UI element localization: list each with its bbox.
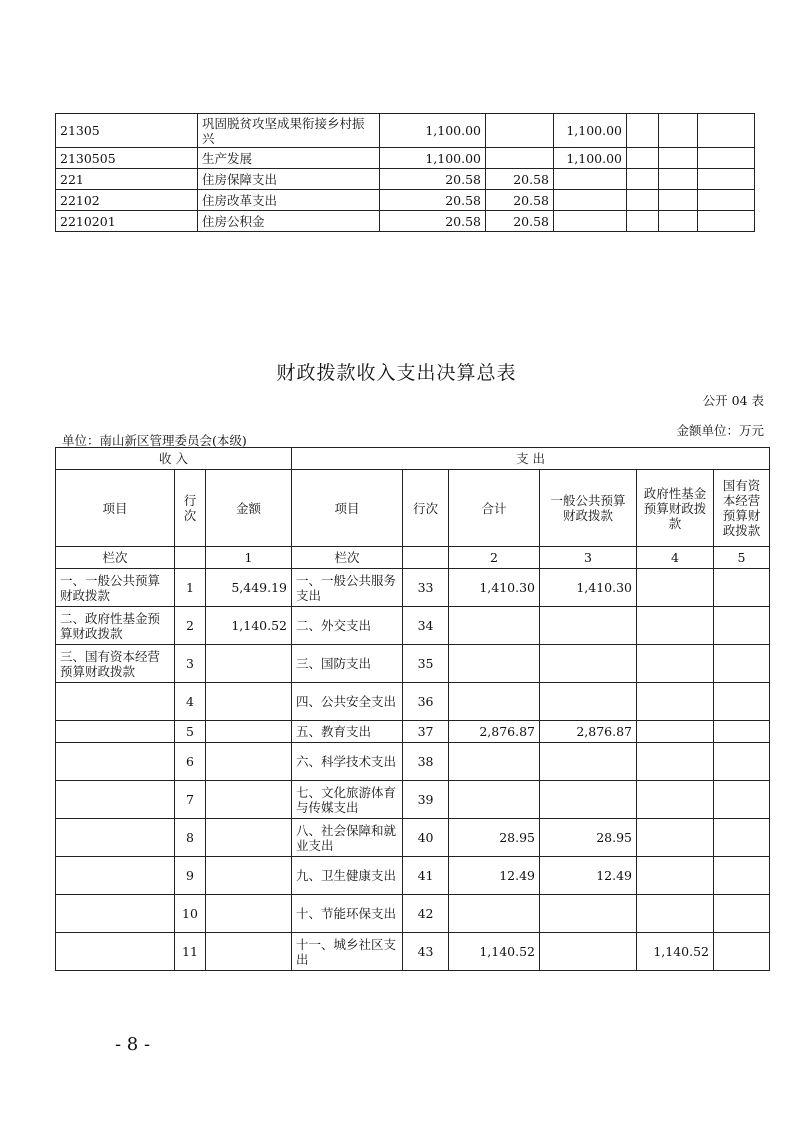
table-row [56, 114, 755, 148]
income-row-no-cell: 3 [175, 645, 206, 683]
income-row-no-cell: 6 [175, 743, 206, 781]
state-capital-cell [714, 683, 770, 721]
table-row [56, 169, 755, 190]
category-name-cell: 住房改革支出 [198, 190, 380, 211]
income-amount-header: 金额 [206, 470, 292, 547]
table-row [56, 895, 770, 933]
income-amount-cell: 5,449.19 [206, 569, 292, 607]
table-row [56, 721, 770, 743]
category-code-cell: 221 [56, 169, 198, 190]
continuation-table [55, 113, 755, 232]
blank-cell [659, 211, 698, 232]
state-capital-cell [714, 721, 770, 743]
income-amount-cell [206, 895, 292, 933]
general-budget-cell [540, 645, 637, 683]
table-row [56, 190, 755, 211]
gov-fund-cell [637, 607, 714, 645]
blank-cell [659, 114, 698, 148]
state-capital-cell [714, 857, 770, 895]
gov-fund-cell [637, 819, 714, 857]
total-cell: 1,410.30 [449, 569, 540, 607]
category-name-cell: 住房保障支出 [198, 169, 380, 190]
expense-row-no-cell: 34 [403, 607, 449, 645]
income-amount-cell [206, 743, 292, 781]
gov-fund-cell [637, 721, 714, 743]
expense-item-cell: 一、一般公共服务支出 [292, 569, 403, 607]
expense-item-cell: 二、外交支出 [292, 607, 403, 645]
table-row [56, 819, 770, 857]
income-item-cell: 一、一般公共预算财政拨款 [56, 569, 175, 607]
total-cell: 2,876.87 [449, 721, 540, 743]
table-row [56, 148, 755, 169]
category-code-cell: 21305 [56, 114, 198, 148]
income-item-cell [56, 933, 175, 971]
total-cell [449, 683, 540, 721]
state-capital-cell [714, 781, 770, 819]
amount-cell [486, 148, 554, 169]
income-row-no-header: 行次 [175, 470, 206, 547]
general-budget-cell [540, 895, 637, 933]
section-header-row [56, 448, 770, 470]
amount-cell: 20.58 [486, 169, 554, 190]
state-capital-cell [714, 607, 770, 645]
general-budget-cell [540, 683, 637, 721]
amount-cell: 20.58 [380, 169, 486, 190]
income-row-no-cell: 4 [175, 683, 206, 721]
gov-fund-cell [637, 683, 714, 721]
income-amount-cell [206, 933, 292, 971]
income-amount-cell [206, 781, 292, 819]
income-amount-cell [206, 721, 292, 743]
amount-cell: 20.58 [380, 211, 486, 232]
expense-item-cell: 四、公共安全支出 [292, 683, 403, 721]
income-item-cell [56, 857, 175, 895]
page-number: - 8 - [115, 1034, 151, 1055]
income-item-cell [56, 683, 175, 721]
income-item-cell [56, 895, 175, 933]
income-amount-cell [206, 645, 292, 683]
expense-row-no-cell: 41 [403, 857, 449, 895]
income-header-label: 收 入 [159, 451, 188, 466]
expense-item-cell: 八、社会保障和就业支出 [292, 819, 403, 857]
expense-item-cell: 三、国防支出 [292, 645, 403, 683]
general-budget-cell [540, 743, 637, 781]
column-index-blank [175, 547, 206, 569]
blank-cell [627, 114, 659, 148]
income-item-cell: 二、政府性基金预算财政拨款 [56, 607, 175, 645]
amount-cell: 20.58 [486, 211, 554, 232]
state-capital-cell [714, 743, 770, 781]
blank-cell [698, 211, 755, 232]
column-index-3: 3 [540, 547, 637, 569]
blank-cell [659, 148, 698, 169]
income-row-no-cell: 8 [175, 819, 206, 857]
state-capital-cell [714, 569, 770, 607]
blank-cell [627, 169, 659, 190]
amount-cell: 1,100.00 [554, 148, 627, 169]
income-row-no-cell: 5 [175, 721, 206, 743]
expense-item-cell: 五、教育支出 [292, 721, 403, 743]
amount-cell [486, 114, 554, 148]
expense-item-cell: 九、卫生健康支出 [292, 857, 403, 895]
expense-item-cell: 十、节能环保支出 [292, 895, 403, 933]
income-row-no-cell: 2 [175, 607, 206, 645]
blank-cell [698, 169, 755, 190]
expense-item-header: 项目 [292, 470, 403, 547]
amount-cell: 1,100.00 [554, 114, 627, 148]
column-index-label-right: 栏次 [292, 547, 403, 569]
amount-cell: 1,100.00 [380, 148, 486, 169]
amount-unit: 金额单位：万元 [676, 423, 764, 438]
gov-fund-cell [637, 743, 714, 781]
general-budget-cell: 12.49 [540, 857, 637, 895]
income-item-cell [56, 819, 175, 857]
state-capital-cell [714, 819, 770, 857]
income-item-header: 项目 [56, 470, 175, 547]
page-title: 财政拨款收入支出决算总表 [276, 362, 517, 384]
blank-cell [627, 190, 659, 211]
expense-row-no-cell: 37 [403, 721, 449, 743]
table-row [56, 607, 770, 645]
column-index-1: 1 [206, 547, 292, 569]
blank-cell [698, 148, 755, 169]
blank-cell [659, 169, 698, 190]
income-amount-cell [206, 683, 292, 721]
total-cell [449, 645, 540, 683]
income-section-header [56, 448, 292, 470]
blank-cell [698, 114, 755, 148]
total-header: 合计 [449, 470, 540, 547]
amount-cell: 20.58 [486, 190, 554, 211]
table-row [56, 933, 770, 971]
amount-cell [554, 211, 627, 232]
organization-name: 单位：南山新区管理委员会(本级) [62, 433, 247, 448]
gov-fund-cell [637, 569, 714, 607]
expense-row-no-cell: 36 [403, 683, 449, 721]
income-row-no-cell: 7 [175, 781, 206, 819]
column-header-row [56, 470, 770, 547]
income-item-cell [56, 721, 175, 743]
state-capital-header: 国有资本经营预算财政拨款 [714, 470, 770, 547]
general-budget-header: 一般公共预算财政拨款 [540, 470, 637, 547]
total-cell [449, 895, 540, 933]
blank-cell [659, 190, 698, 211]
form-number: 公开 04 表 [702, 393, 764, 408]
total-cell [449, 607, 540, 645]
expense-row-no-cell: 40 [403, 819, 449, 857]
expense-row-no-cell: 42 [403, 895, 449, 933]
gov-fund-cell [637, 645, 714, 683]
category-code-cell: 22102 [56, 190, 198, 211]
column-index-blank [403, 547, 449, 569]
income-row-no-cell: 10 [175, 895, 206, 933]
income-row-no-cell: 1 [175, 569, 206, 607]
expense-section-header [292, 448, 770, 470]
column-index-4: 4 [637, 547, 714, 569]
state-capital-cell [714, 645, 770, 683]
income-item-cell [56, 781, 175, 819]
amount-cell [554, 190, 627, 211]
income-row-no-cell: 9 [175, 857, 206, 895]
column-index-2: 2 [449, 547, 540, 569]
expense-row-no-header: 行次 [403, 470, 449, 547]
total-cell: 28.95 [449, 819, 540, 857]
table-row [56, 857, 770, 895]
income-item-cell: 三、国有资本经营预算财政拨款 [56, 645, 175, 683]
state-capital-cell [714, 933, 770, 971]
expense-row-no-cell: 43 [403, 933, 449, 971]
category-code-cell: 2210201 [56, 211, 198, 232]
gov-fund-cell [637, 781, 714, 819]
category-name-cell: 生产发展 [198, 148, 380, 169]
amount-cell: 1,100.00 [380, 114, 486, 148]
income-row-no-cell: 11 [175, 933, 206, 971]
expense-item-cell: 六、科学技术支出 [292, 743, 403, 781]
total-cell: 12.49 [449, 857, 540, 895]
state-capital-cell [714, 895, 770, 933]
summary-table [55, 447, 770, 971]
column-index-row [56, 547, 770, 569]
gov-fund-cell [637, 857, 714, 895]
expense-item-cell: 七、文化旅游体育与传媒支出 [292, 781, 403, 819]
expense-row-no-cell: 39 [403, 781, 449, 819]
expense-header-label: 支 出 [516, 451, 546, 466]
general-budget-cell [540, 781, 637, 819]
general-budget-cell [540, 607, 637, 645]
income-amount-cell [206, 819, 292, 857]
general-budget-cell: 28.95 [540, 819, 637, 857]
total-cell [449, 743, 540, 781]
general-budget-cell: 1,410.30 [540, 569, 637, 607]
expense-item-cell: 十一、城乡社区支出 [292, 933, 403, 971]
expense-row-no-cell: 33 [403, 569, 449, 607]
amount-cell [554, 169, 627, 190]
table-row [56, 569, 770, 607]
expense-row-no-cell: 35 [403, 645, 449, 683]
amount-cell: 20.58 [380, 190, 486, 211]
general-budget-cell: 2,876.87 [540, 721, 637, 743]
table-row [56, 781, 770, 819]
category-code-cell: 2130505 [56, 148, 198, 169]
column-index-label-left: 栏次 [56, 547, 175, 569]
table-row [56, 743, 770, 781]
total-cell [449, 781, 540, 819]
category-name-cell: 巩固脱贫攻坚成果衔接乡村振兴 [198, 114, 380, 148]
blank-cell [698, 190, 755, 211]
category-name-cell: 住房公积金 [198, 211, 380, 232]
column-index-5: 5 [714, 547, 770, 569]
income-item-cell [56, 743, 175, 781]
blank-cell [627, 211, 659, 232]
table-row [56, 683, 770, 721]
table-row [56, 645, 770, 683]
general-budget-cell [540, 933, 637, 971]
income-amount-cell [206, 857, 292, 895]
table-row [56, 211, 755, 232]
gov-fund-cell [637, 895, 714, 933]
total-cell: 1,140.52 [449, 933, 540, 971]
blank-cell [627, 148, 659, 169]
expense-row-no-cell: 38 [403, 743, 449, 781]
income-amount-cell: 1,140.52 [206, 607, 292, 645]
gov-fund-header: 政府性基金预算财政拨款 [637, 470, 714, 547]
gov-fund-cell: 1,140.52 [637, 933, 714, 971]
